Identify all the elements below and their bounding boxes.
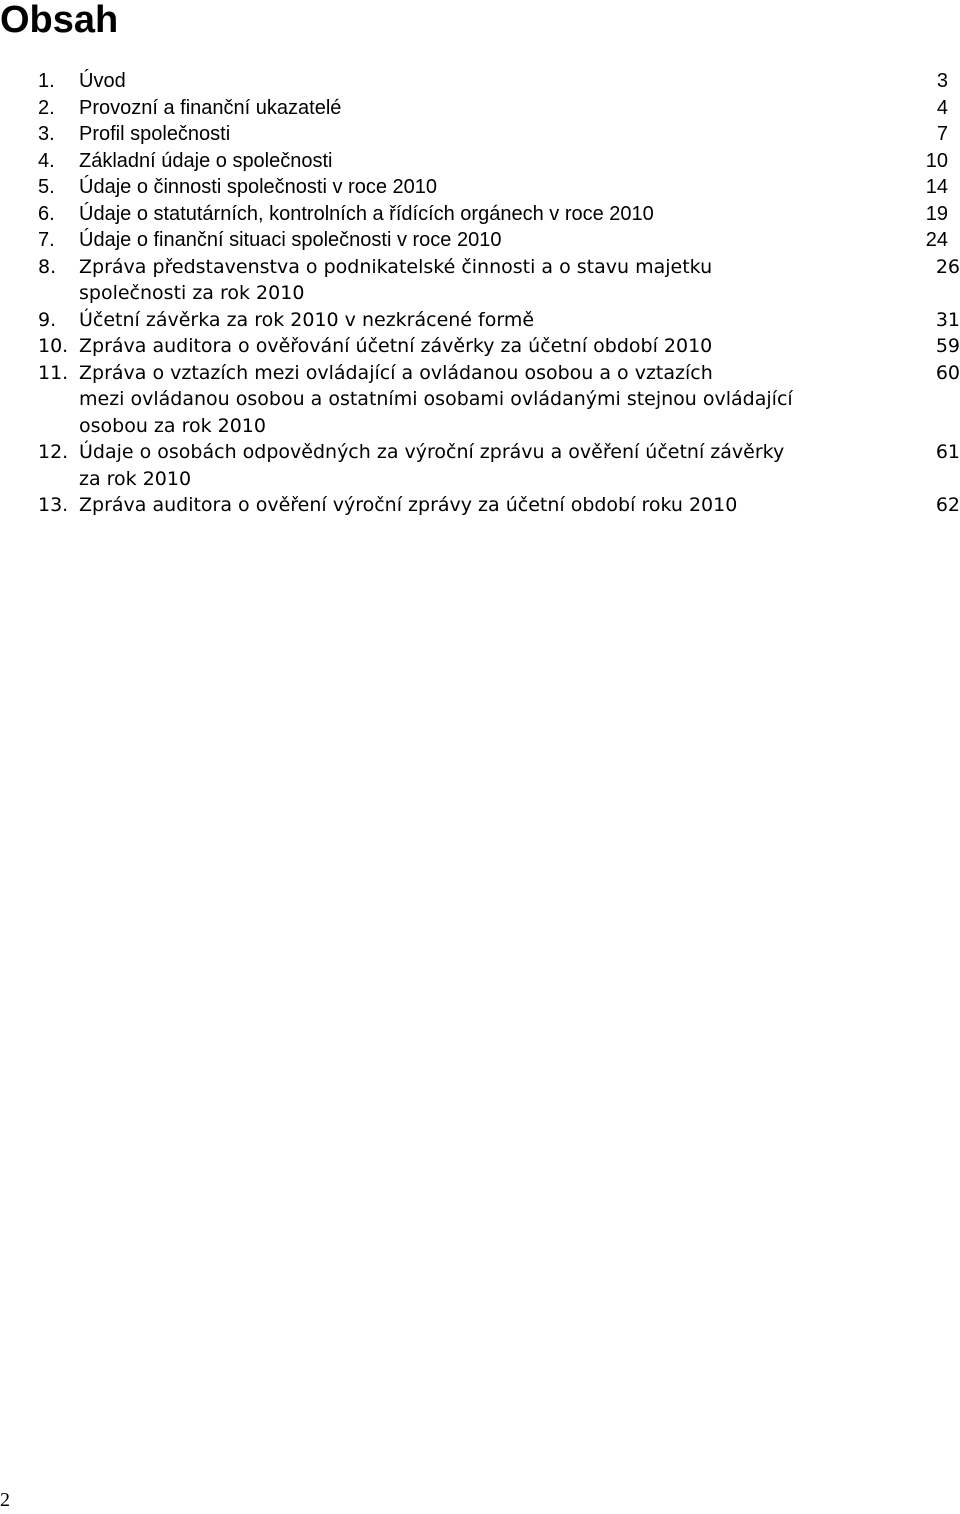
toc-item-title: Údaje o osobách odpovědných za výroční zprávu a ověření účetní závěrky za rok 2010: [79, 441, 785, 490]
toc-item-title: Profil společnosti: [79, 123, 231, 145]
toc-item-title: Účetní závěrka za rok 2010 v nezkrácené formě: [79, 308, 535, 331]
toc-item-page: 62: [935, 494, 960, 516]
table-of-contents: [38, 68, 960, 519]
toc-item-title: Zpráva auditora o ověření výroční zprávy za účetní období roku 2010: [79, 494, 738, 516]
toc-item: [38, 333, 960, 360]
toc-item: [38, 227, 960, 254]
toc-item-title: Údaje o finanční situaci společnosti v roce 2010: [79, 229, 502, 251]
toc-item-page: 19: [925, 202, 948, 225]
toc-item-page: 3: [936, 70, 948, 92]
toc-item: [38, 439, 960, 492]
toc-item-title: Zpráva o vztazích mezi ovládající a ovládanou osobou a o vztazích mezi ovládanou osobou a ostatními osobami ovládanými stejnou ovládající osobou za rok 2010: [79, 361, 793, 437]
toc-item-page: 61: [935, 441, 960, 463]
toc-item-number: 3.: [38, 123, 55, 145]
toc-item-page: 4: [936, 96, 948, 119]
toc-item-title: Základní údaje o společnosti: [79, 149, 333, 172]
toc-item-number: 9.: [38, 308, 57, 331]
toc-item: [38, 492, 960, 519]
toc-item: [38, 68, 960, 95]
toc-item-number: 5.: [38, 176, 55, 198]
toc-item: [38, 174, 960, 201]
toc-item-title: Údaje o statutárních, kontrolních a řídících orgánech v roce 2010: [79, 202, 654, 225]
toc-item-number: 13.: [38, 494, 69, 516]
toc-item-page: 59: [935, 335, 960, 357]
toc-item-title: Údaje o činnosti společnosti v roce 2010: [79, 176, 437, 198]
toc-item: [38, 95, 960, 122]
toc-item-title: Zpráva představenstva o podnikatelské činnosti a o stavu majetku společnosti za rok 2010: [79, 255, 713, 304]
toc-item-number: 11.: [38, 361, 69, 384]
toc-item-page: 31: [935, 308, 960, 331]
toc-item-number: 4.: [38, 149, 55, 172]
toc-item-title: Provozní a finanční ukazatelé: [79, 96, 342, 119]
toc-item-number: 1.: [38, 70, 55, 92]
toc-item-page: 7: [936, 123, 948, 145]
toc-item: [38, 148, 960, 175]
toc-item-number: 12.: [38, 441, 69, 463]
toc-item-number: 2.: [38, 96, 55, 119]
toc-item: [38, 201, 960, 228]
toc-item: [38, 307, 960, 334]
toc-item-number: 8.: [38, 255, 57, 278]
toc-item-page: 26: [935, 255, 960, 278]
toc-item: [38, 360, 960, 440]
toc-item-title: Zpráva auditora o ověřování účetní závěrky za účetní období 2010: [79, 335, 713, 357]
document-title: Obsah: [0, 0, 119, 41]
toc-item-page: 14: [925, 176, 948, 198]
toc-item: [38, 254, 960, 307]
page-number: 2: [0, 1489, 10, 1511]
toc-item-page: 24: [925, 229, 948, 251]
toc-item-page: 60: [935, 361, 960, 384]
toc-item-number: 10.: [38, 335, 69, 357]
toc-item-number: 6.: [38, 202, 55, 225]
toc-item: [38, 121, 960, 148]
toc-item-number: 7.: [38, 229, 55, 251]
toc-item-title: Úvod: [79, 70, 126, 92]
toc-item-page: 10: [925, 149, 948, 172]
